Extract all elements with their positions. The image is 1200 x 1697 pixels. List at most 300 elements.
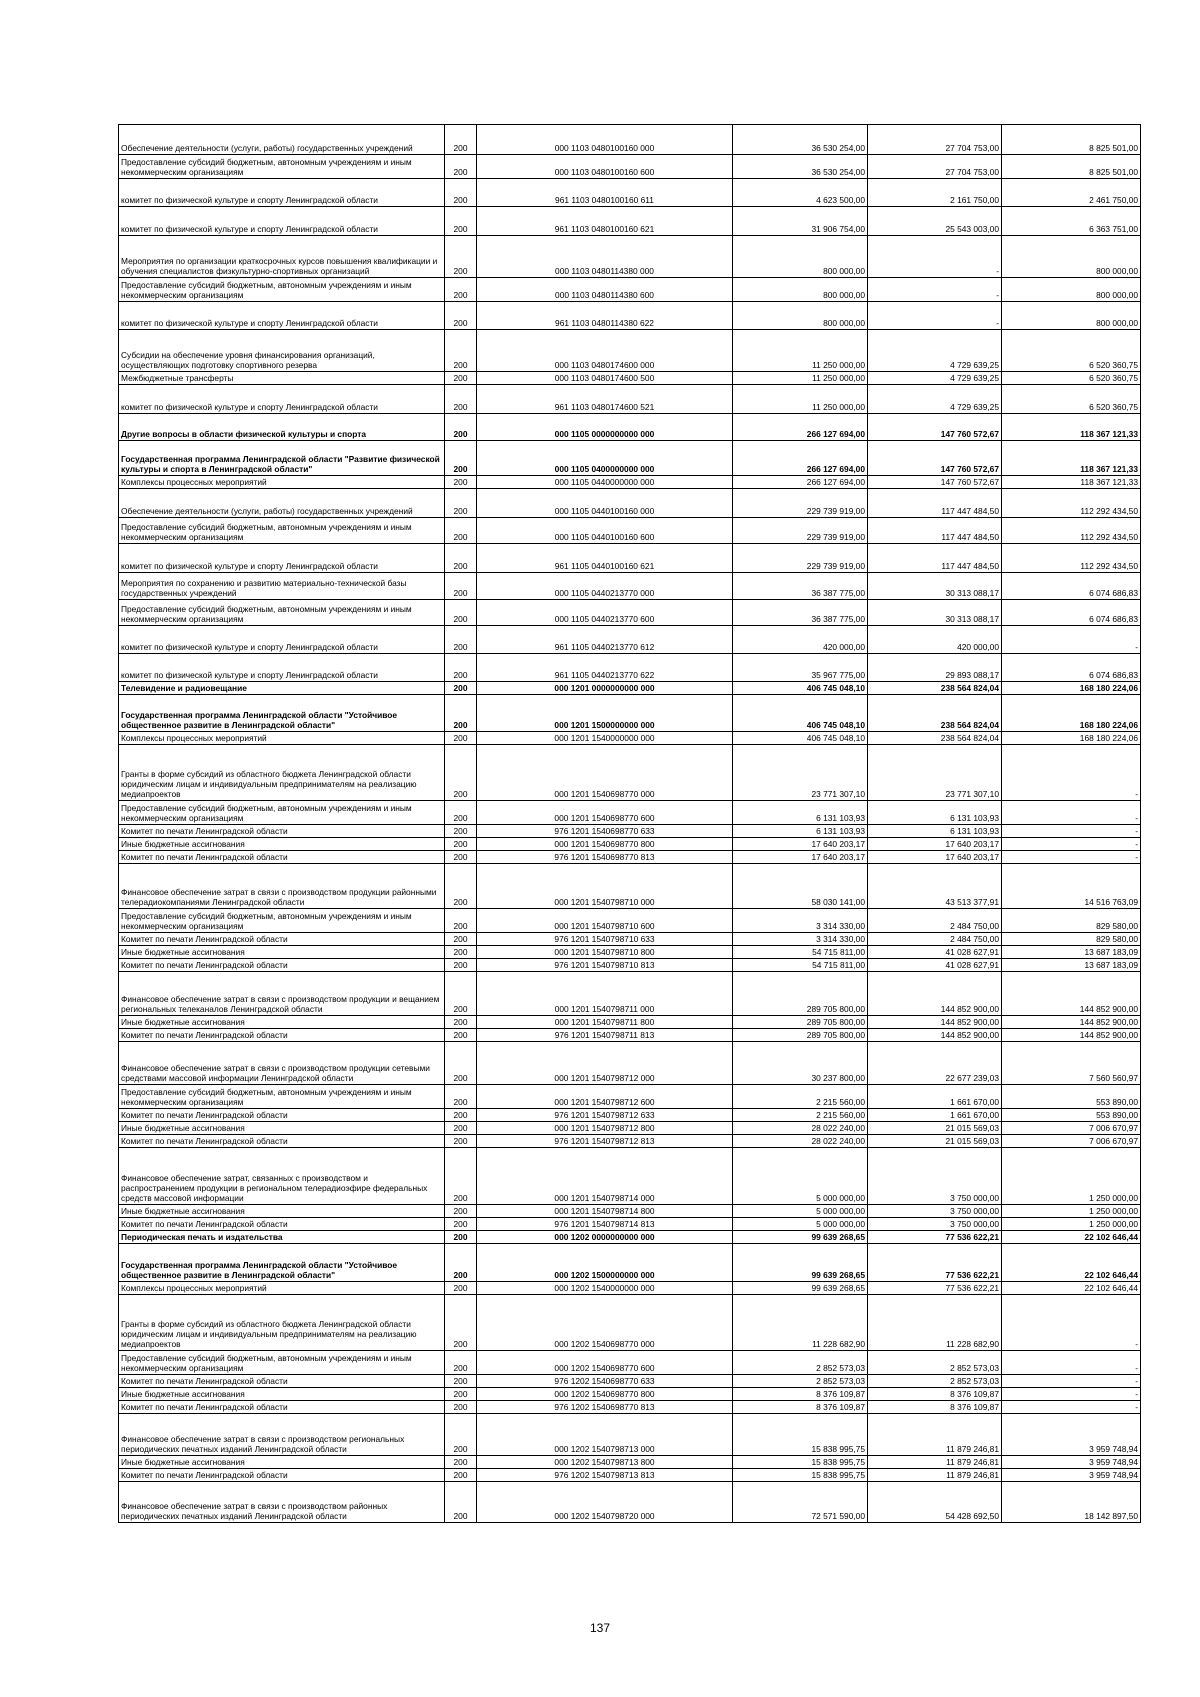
cell-executed: 2 484 750,00: [868, 909, 1002, 933]
cell-name: Иные бюджетные ассигнования: [119, 1016, 445, 1029]
cell-name: Обеспечение деятельности (услуги, работы) государственных учреждений: [119, 489, 445, 518]
table-row: [119, 838, 1141, 851]
cell-budget-code: 976 1201 1540798712 813: [477, 1135, 733, 1148]
cell-budget-code: 000 1201 1540798714 800: [477, 1205, 733, 1218]
cell-unexecuted: -: [1002, 1375, 1141, 1388]
cell-name: комитет по физической культуре и спорту Ленинградской области: [119, 179, 445, 207]
cell-approved: 58 030 141,00: [733, 864, 868, 909]
cell-name: Финансовое обеспечение затрат в связи с производством продукции районными телерадиокомпаниями Ленинградской области: [119, 864, 445, 909]
cell-line-code: 200: [445, 801, 477, 825]
cell-approved: 36 387 775,00: [733, 600, 868, 626]
cell-name: Комитет по печати Ленинградской области: [119, 1469, 445, 1482]
cell-line-code: 200: [445, 1016, 477, 1029]
cell-line-code: 200: [445, 236, 477, 278]
cell-unexecuted: 118 367 121,33: [1002, 476, 1141, 489]
cell-budget-code: 000 1105 0440213770 600: [477, 600, 733, 626]
cell-approved: 36 530 254,00: [733, 125, 868, 155]
cell-unexecuted: 144 852 900,00: [1002, 972, 1141, 1016]
cell-line-code: 200: [445, 1122, 477, 1135]
cell-budget-code: 000 1201 1540798712 800: [477, 1122, 733, 1135]
table-row: [119, 654, 1141, 682]
cell-budget-code: 000 1202 1500000000 000: [477, 1244, 733, 1282]
cell-executed: 144 852 900,00: [868, 1016, 1002, 1029]
cell-budget-code: 976 1201 1540698770 813: [477, 851, 733, 864]
cell-executed: 6 131 103,93: [868, 825, 1002, 838]
cell-name: комитет по физической культуре и спорту Ленинградской области: [119, 207, 445, 236]
cell-line-code: 200: [445, 385, 477, 414]
cell-executed: 238 564 824,04: [868, 732, 1002, 745]
cell-line-code: 200: [445, 1029, 477, 1042]
cell-budget-code: 961 1103 0480100160 621: [477, 207, 733, 236]
cell-line-code: 200: [445, 864, 477, 909]
cell-unexecuted: 7 006 670,97: [1002, 1122, 1141, 1135]
cell-name: Предоставление субсидий бюджетным, автономным учреждениям и иным некоммерческим организациям: [119, 155, 445, 179]
cell-executed: 11 879 246,81: [868, 1469, 1002, 1482]
cell-budget-code: 976 1202 1540698770 813: [477, 1401, 733, 1414]
cell-name: Периодическая печать и издательства: [119, 1231, 445, 1244]
cell-approved: 2 215 560,00: [733, 1109, 868, 1122]
cell-line-code: 200: [445, 1414, 477, 1456]
table-row: [119, 1482, 1141, 1523]
cell-budget-code: 000 1202 1540798720 000: [477, 1482, 733, 1523]
cell-approved: 54 715 811,00: [733, 959, 868, 972]
cell-line-code: 200: [445, 1218, 477, 1231]
cell-name: Гранты в форме субсидий из областного бюджета Ленинградской области юридическим лицам и индивидуальным предпринимателям на реализацию медиапроектов: [119, 1295, 445, 1351]
cell-unexecuted: -: [1002, 801, 1141, 825]
cell-executed: 147 760 572,67: [868, 414, 1002, 441]
cell-line-code: 200: [445, 1482, 477, 1523]
cell-line-code: 200: [445, 489, 477, 518]
cell-approved: 800 000,00: [733, 236, 868, 278]
cell-name: Гранты в форме субсидий из областного бюджета Ленинградской области юридическим лицам и индивидуальным предпринимателям на реализацию медиапроектов: [119, 745, 445, 801]
cell-executed: 27 704 753,00: [868, 125, 1002, 155]
table-row: [119, 1351, 1141, 1375]
cell-unexecuted: 800 000,00: [1002, 302, 1141, 330]
cell-unexecuted: 553 890,00: [1002, 1109, 1141, 1122]
table-row: [119, 330, 1141, 372]
cell-budget-code: 976 1201 1540798710 813: [477, 959, 733, 972]
cell-approved: 406 745 048,10: [733, 682, 868, 695]
cell-name: Финансовое обеспечение затрат в связи с производством продукции сетевыми средствами массовой информации Ленинградской области: [119, 1042, 445, 1085]
cell-budget-code: 000 1103 0480100160 600: [477, 155, 733, 179]
cell-name: Комитет по печати Ленинградской области: [119, 851, 445, 864]
cell-line-code: 200: [445, 1231, 477, 1244]
table-row: [119, 1016, 1141, 1029]
table-row: [119, 441, 1141, 476]
cell-executed: 29 893 088,17: [868, 654, 1002, 682]
cell-budget-code: 000 1201 1540798714 000: [477, 1148, 733, 1205]
table-row: [119, 909, 1141, 933]
cell-unexecuted: 829 580,00: [1002, 909, 1141, 933]
cell-executed: 11 879 246,81: [868, 1414, 1002, 1456]
table-row: [119, 1029, 1141, 1042]
cell-budget-code: 000 1105 0440100160 600: [477, 518, 733, 544]
cell-line-code: 200: [445, 476, 477, 489]
cell-budget-code: 000 1105 0440000000 000: [477, 476, 733, 489]
cell-executed: 3 750 000,00: [868, 1148, 1002, 1205]
cell-unexecuted: -: [1002, 745, 1141, 801]
cell-executed: 1 661 670,00: [868, 1085, 1002, 1109]
table-row: [119, 302, 1141, 330]
table-row: [119, 1231, 1141, 1244]
cell-name: Комплексы процессных мероприятий: [119, 1282, 445, 1295]
table-row: [119, 179, 1141, 207]
cell-name: Предоставление субсидий бюджетным, автономным учреждениям и иным некоммерческим организациям: [119, 518, 445, 544]
cell-budget-code: 961 1105 0440213770 622: [477, 654, 733, 682]
cell-line-code: 200: [445, 1375, 477, 1388]
cell-budget-code: 000 1201 1540798711 800: [477, 1016, 733, 1029]
table-row: [119, 851, 1141, 864]
cell-unexecuted: 6 074 686,83: [1002, 600, 1141, 626]
cell-executed: 41 028 627,91: [868, 946, 1002, 959]
cell-executed: 30 313 088,17: [868, 573, 1002, 600]
table-row: [119, 1042, 1141, 1085]
table-row: [119, 573, 1141, 600]
cell-unexecuted: 800 000,00: [1002, 278, 1141, 302]
cell-approved: 99 639 268,65: [733, 1231, 868, 1244]
cell-line-code: 200: [445, 959, 477, 972]
cell-budget-code: 000 1201 1540798710 000: [477, 864, 733, 909]
cell-approved: 54 715 811,00: [733, 946, 868, 959]
cell-unexecuted: -: [1002, 1351, 1141, 1375]
cell-executed: 41 028 627,91: [868, 959, 1002, 972]
cell-executed: 238 564 824,04: [868, 695, 1002, 732]
cell-unexecuted: -: [1002, 1295, 1141, 1351]
cell-budget-code: 976 1202 1540798713 813: [477, 1469, 733, 1482]
cell-executed: 3 750 000,00: [868, 1205, 1002, 1218]
table-row: [119, 1388, 1141, 1401]
cell-approved: 15 838 995,75: [733, 1469, 868, 1482]
cell-unexecuted: 13 687 183,09: [1002, 959, 1141, 972]
table-row: [119, 825, 1141, 838]
cell-name: Комитет по печати Ленинградской области: [119, 1401, 445, 1414]
cell-budget-code: 976 1202 1540698770 633: [477, 1375, 733, 1388]
cell-name: Телевидение и радиовещание: [119, 682, 445, 695]
cell-name: Комплексы процессных мероприятий: [119, 476, 445, 489]
cell-budget-code: 000 1202 0000000000 000: [477, 1231, 733, 1244]
cell-name: Комитет по печати Ленинградской области: [119, 1135, 445, 1148]
cell-executed: 11 228 682,90: [868, 1295, 1002, 1351]
cell-line-code: 200: [445, 1282, 477, 1295]
cell-executed: 1 661 670,00: [868, 1109, 1002, 1122]
cell-line-code: 200: [445, 441, 477, 476]
cell-budget-code: 976 1201 1540798710 633: [477, 933, 733, 946]
cell-approved: 36 387 775,00: [733, 573, 868, 600]
cell-line-code: 200: [445, 179, 477, 207]
cell-budget-code: 000 1201 1540798710 600: [477, 909, 733, 933]
cell-line-code: 200: [445, 1401, 477, 1414]
cell-line-code: 200: [445, 1042, 477, 1085]
cell-name: Иные бюджетные ассигнования: [119, 838, 445, 851]
cell-unexecuted: 2 461 750,00: [1002, 179, 1141, 207]
cell-approved: 6 131 103,93: [733, 801, 868, 825]
cell-executed: 2 484 750,00: [868, 933, 1002, 946]
table-row: [119, 732, 1141, 745]
table-row: [119, 600, 1141, 626]
cell-executed: 21 015 569,03: [868, 1122, 1002, 1135]
cell-unexecuted: 144 852 900,00: [1002, 1029, 1141, 1042]
cell-approved: 17 640 203,17: [733, 838, 868, 851]
cell-unexecuted: 8 825 501,00: [1002, 155, 1141, 179]
cell-unexecuted: -: [1002, 825, 1141, 838]
table-row: [119, 1085, 1141, 1109]
table-row: [119, 414, 1141, 441]
table-row: [119, 1401, 1141, 1414]
cell-line-code: 200: [445, 125, 477, 155]
cell-approved: 11 250 000,00: [733, 385, 868, 414]
cell-name: Предоставление субсидий бюджетным, автономным учреждениям и иным некоммерческим организациям: [119, 1085, 445, 1109]
cell-executed: 147 760 572,67: [868, 476, 1002, 489]
cell-approved: 800 000,00: [733, 302, 868, 330]
cell-line-code: 200: [445, 732, 477, 745]
cell-line-code: 200: [445, 1244, 477, 1282]
table-row: [119, 1148, 1141, 1205]
cell-executed: 77 536 622,21: [868, 1244, 1002, 1282]
cell-unexecuted: -: [1002, 838, 1141, 851]
cell-line-code: 200: [445, 838, 477, 851]
cell-budget-code: 000 1103 0480174600 000: [477, 330, 733, 372]
cell-line-code: 200: [445, 573, 477, 600]
cell-name: Субсидии на обеспечение уровня финансирования организаций, осуществляющих подготовку спортивного резерва: [119, 330, 445, 372]
cell-name: Иные бюджетные ассигнования: [119, 1388, 445, 1401]
cell-name: Предоставление субсидий бюджетным, автономным учреждениям и иным некоммерческим организациям: [119, 1351, 445, 1375]
table-row: [119, 278, 1141, 302]
cell-unexecuted: 118 367 121,33: [1002, 441, 1141, 476]
cell-executed: 117 447 484,50: [868, 518, 1002, 544]
cell-unexecuted: 3 959 748,94: [1002, 1456, 1141, 1469]
cell-executed: 21 015 569,03: [868, 1135, 1002, 1148]
cell-approved: 8 376 109,87: [733, 1401, 868, 1414]
table-row: [119, 682, 1141, 695]
cell-line-code: 200: [445, 330, 477, 372]
cell-approved: 36 530 254,00: [733, 155, 868, 179]
cell-budget-code: 000 1202 1540798713 800: [477, 1456, 733, 1469]
cell-approved: 289 705 800,00: [733, 1016, 868, 1029]
table-row: [119, 236, 1141, 278]
cell-executed: -: [868, 278, 1002, 302]
cell-executed: 4 729 639,25: [868, 372, 1002, 385]
cell-unexecuted: 112 292 434,50: [1002, 489, 1141, 518]
table-row: [119, 476, 1141, 489]
table-row: [119, 1375, 1141, 1388]
cell-budget-code: 000 1202 1540798713 000: [477, 1414, 733, 1456]
cell-unexecuted: -: [1002, 626, 1141, 654]
cell-approved: 17 640 203,17: [733, 851, 868, 864]
cell-name: комитет по физической культуре и спорту Ленинградской области: [119, 544, 445, 573]
table-row: [119, 864, 1141, 909]
cell-budget-code: 000 1201 1540698770 000: [477, 745, 733, 801]
table-row: [119, 695, 1141, 732]
cell-name: Предоставление субсидий бюджетным, автономным учреждениям и иным некоммерческим организациям: [119, 278, 445, 302]
cell-name: Комитет по печати Ленинградской области: [119, 1375, 445, 1388]
cell-executed: 23 771 307,10: [868, 745, 1002, 801]
cell-budget-code: 000 1105 0400000000 000: [477, 441, 733, 476]
cell-name: комитет по физической культуре и спорту Ленинградской области: [119, 654, 445, 682]
cell-approved: 289 705 800,00: [733, 972, 868, 1016]
cell-budget-code: 961 1105 0440100160 621: [477, 544, 733, 573]
cell-budget-code: 000 1201 1540798710 800: [477, 946, 733, 959]
cell-line-code: 200: [445, 1351, 477, 1375]
cell-line-code: 200: [445, 626, 477, 654]
cell-approved: 72 571 590,00: [733, 1482, 868, 1523]
cell-name: комитет по физической культуре и спорту Ленинградской области: [119, 302, 445, 330]
table-row: [119, 1295, 1141, 1351]
cell-executed: 25 543 003,00: [868, 207, 1002, 236]
cell-budget-code: 000 1201 1540000000 000: [477, 732, 733, 745]
table-row: [119, 385, 1141, 414]
cell-name: Финансовое обеспечение затрат в связи с производством продукции и вещанием региональных телеканалов Ленинградской области: [119, 972, 445, 1016]
cell-executed: 420 000,00: [868, 626, 1002, 654]
cell-approved: 2 852 573,03: [733, 1351, 868, 1375]
cell-line-code: 200: [445, 518, 477, 544]
cell-budget-code: 961 1103 0480114380 622: [477, 302, 733, 330]
cell-budget-code: 000 1201 1500000000 000: [477, 695, 733, 732]
cell-budget-code: 000 1201 1540698770 600: [477, 801, 733, 825]
cell-approved: 35 967 775,00: [733, 654, 868, 682]
cell-line-code: 200: [445, 933, 477, 946]
cell-approved: 11 228 682,90: [733, 1295, 868, 1351]
cell-unexecuted: 3 959 748,94: [1002, 1469, 1141, 1482]
page-number: 137: [589, 1621, 611, 1635]
table-row: [119, 1109, 1141, 1122]
cell-line-code: 200: [445, 1085, 477, 1109]
cell-unexecuted: 6 074 686,83: [1002, 654, 1141, 682]
cell-unexecuted: 6 520 360,75: [1002, 330, 1141, 372]
cell-approved: 4 623 500,00: [733, 179, 868, 207]
cell-line-code: 200: [445, 1388, 477, 1401]
cell-approved: 6 131 103,93: [733, 825, 868, 838]
cell-executed: 8 376 109,87: [868, 1388, 1002, 1401]
cell-approved: 406 745 048,10: [733, 695, 868, 732]
cell-unexecuted: -: [1002, 851, 1141, 864]
cell-budget-code: 000 1202 1540000000 000: [477, 1282, 733, 1295]
cell-approved: 5 000 000,00: [733, 1205, 868, 1218]
cell-unexecuted: 1 250 000,00: [1002, 1205, 1141, 1218]
cell-executed: 2 852 573,03: [868, 1375, 1002, 1388]
cell-executed: 11 879 246,81: [868, 1456, 1002, 1469]
table-row: [119, 959, 1141, 972]
cell-line-code: 200: [445, 825, 477, 838]
cell-line-code: 200: [445, 1469, 477, 1482]
budget-execution-table: [118, 124, 1141, 1523]
cell-line-code: 200: [445, 207, 477, 236]
cell-approved: 28 022 240,00: [733, 1122, 868, 1135]
table-row: [119, 155, 1141, 179]
cell-approved: 15 838 995,75: [733, 1414, 868, 1456]
cell-line-code: 200: [445, 414, 477, 441]
cell-executed: 147 760 572,67: [868, 441, 1002, 476]
cell-name: Комитет по печати Ленинградской области: [119, 1109, 445, 1122]
cell-line-code: 200: [445, 1456, 477, 1469]
table-row: [119, 1122, 1141, 1135]
cell-unexecuted: -: [1002, 1401, 1141, 1414]
cell-name: Государственная программа Ленинградской области "Устойчивое общественное развитие в Ленинградской области": [119, 695, 445, 732]
table-row: [119, 1469, 1141, 1482]
cell-name: Межбюджетные трансферты: [119, 372, 445, 385]
cell-approved: 23 771 307,10: [733, 745, 868, 801]
table-row: [119, 946, 1141, 959]
cell-name: Комитет по печати Ленинградской области: [119, 1029, 445, 1042]
cell-name: комитет по физической культуре и спорту Ленинградской области: [119, 385, 445, 414]
cell-executed: 77 536 622,21: [868, 1282, 1002, 1295]
cell-executed: 2 161 750,00: [868, 179, 1002, 207]
table-row: [119, 801, 1141, 825]
cell-executed: 4 729 639,25: [868, 385, 1002, 414]
cell-line-code: 200: [445, 695, 477, 732]
cell-executed: 27 704 753,00: [868, 155, 1002, 179]
cell-unexecuted: 112 292 434,50: [1002, 544, 1141, 573]
cell-name: комитет по физической культуре и спорту Ленинградской области: [119, 626, 445, 654]
cell-budget-code: 976 1201 1540798714 813: [477, 1218, 733, 1231]
cell-unexecuted: 22 102 646,44: [1002, 1244, 1141, 1282]
cell-executed: 117 447 484,50: [868, 489, 1002, 518]
table-row: [119, 544, 1141, 573]
table-row: [119, 372, 1141, 385]
cell-name: Иные бюджетные ассигнования: [119, 946, 445, 959]
cell-approved: 266 127 694,00: [733, 414, 868, 441]
cell-approved: 289 705 800,00: [733, 1029, 868, 1042]
cell-executed: -: [868, 236, 1002, 278]
cell-unexecuted: 168 180 224,06: [1002, 695, 1141, 732]
cell-unexecuted: 112 292 434,50: [1002, 518, 1141, 544]
cell-executed: 77 536 622,21: [868, 1231, 1002, 1244]
cell-executed: 117 447 484,50: [868, 544, 1002, 573]
cell-unexecuted: 8 825 501,00: [1002, 125, 1141, 155]
cell-approved: 28 022 240,00: [733, 1135, 868, 1148]
cell-budget-code: 000 1105 0440100160 000: [477, 489, 733, 518]
cell-name: Комитет по печати Ленинградской области: [119, 825, 445, 838]
cell-approved: 30 237 800,00: [733, 1042, 868, 1085]
cell-approved: 3 314 330,00: [733, 933, 868, 946]
cell-budget-code: 976 1201 1540698770 633: [477, 825, 733, 838]
cell-unexecuted: 1 250 000,00: [1002, 1148, 1141, 1205]
cell-budget-code: 000 1201 1540798711 000: [477, 972, 733, 1016]
cell-line-code: 200: [445, 1205, 477, 1218]
table-row: [119, 518, 1141, 544]
cell-executed: 4 729 639,25: [868, 330, 1002, 372]
cell-unexecuted: 7 560 560,97: [1002, 1042, 1141, 1085]
table-row: [119, 933, 1141, 946]
cell-approved: 15 838 995,75: [733, 1456, 868, 1469]
cell-unexecuted: 1 250 000,00: [1002, 1218, 1141, 1231]
cell-unexecuted: 14 516 763,09: [1002, 864, 1141, 909]
cell-approved: 99 639 268,65: [733, 1282, 868, 1295]
cell-line-code: 200: [445, 600, 477, 626]
table-row: [119, 1282, 1141, 1295]
cell-budget-code: 976 1201 1540798711 813: [477, 1029, 733, 1042]
cell-executed: 8 376 109,87: [868, 1401, 1002, 1414]
cell-budget-code: 961 1105 0440213770 612: [477, 626, 733, 654]
cell-line-code: 200: [445, 1109, 477, 1122]
cell-name: Обеспечение деятельности (услуги, работы) государственных учреждений: [119, 125, 445, 155]
cell-executed: 238 564 824,04: [868, 682, 1002, 695]
cell-name: Иные бюджетные ассигнования: [119, 1122, 445, 1135]
table-body: [119, 125, 1141, 1523]
table-row: [119, 745, 1141, 801]
cell-unexecuted: 144 852 900,00: [1002, 1016, 1141, 1029]
cell-approved: 2 215 560,00: [733, 1085, 868, 1109]
cell-approved: 406 745 048,10: [733, 732, 868, 745]
cell-name: Финансовое обеспечение затрат, связанных с производством и распространением продукции в региональном телерадиоэфире федеральных средств массовой информации: [119, 1148, 445, 1205]
cell-executed: 54 428 692,50: [868, 1482, 1002, 1523]
cell-approved: 229 739 919,00: [733, 544, 868, 573]
table-row: [119, 626, 1141, 654]
cell-executed: 2 852 573,03: [868, 1351, 1002, 1375]
table-row: [119, 972, 1141, 1016]
cell-line-code: 200: [445, 544, 477, 573]
cell-line-code: 200: [445, 682, 477, 695]
cell-line-code: 200: [445, 972, 477, 1016]
